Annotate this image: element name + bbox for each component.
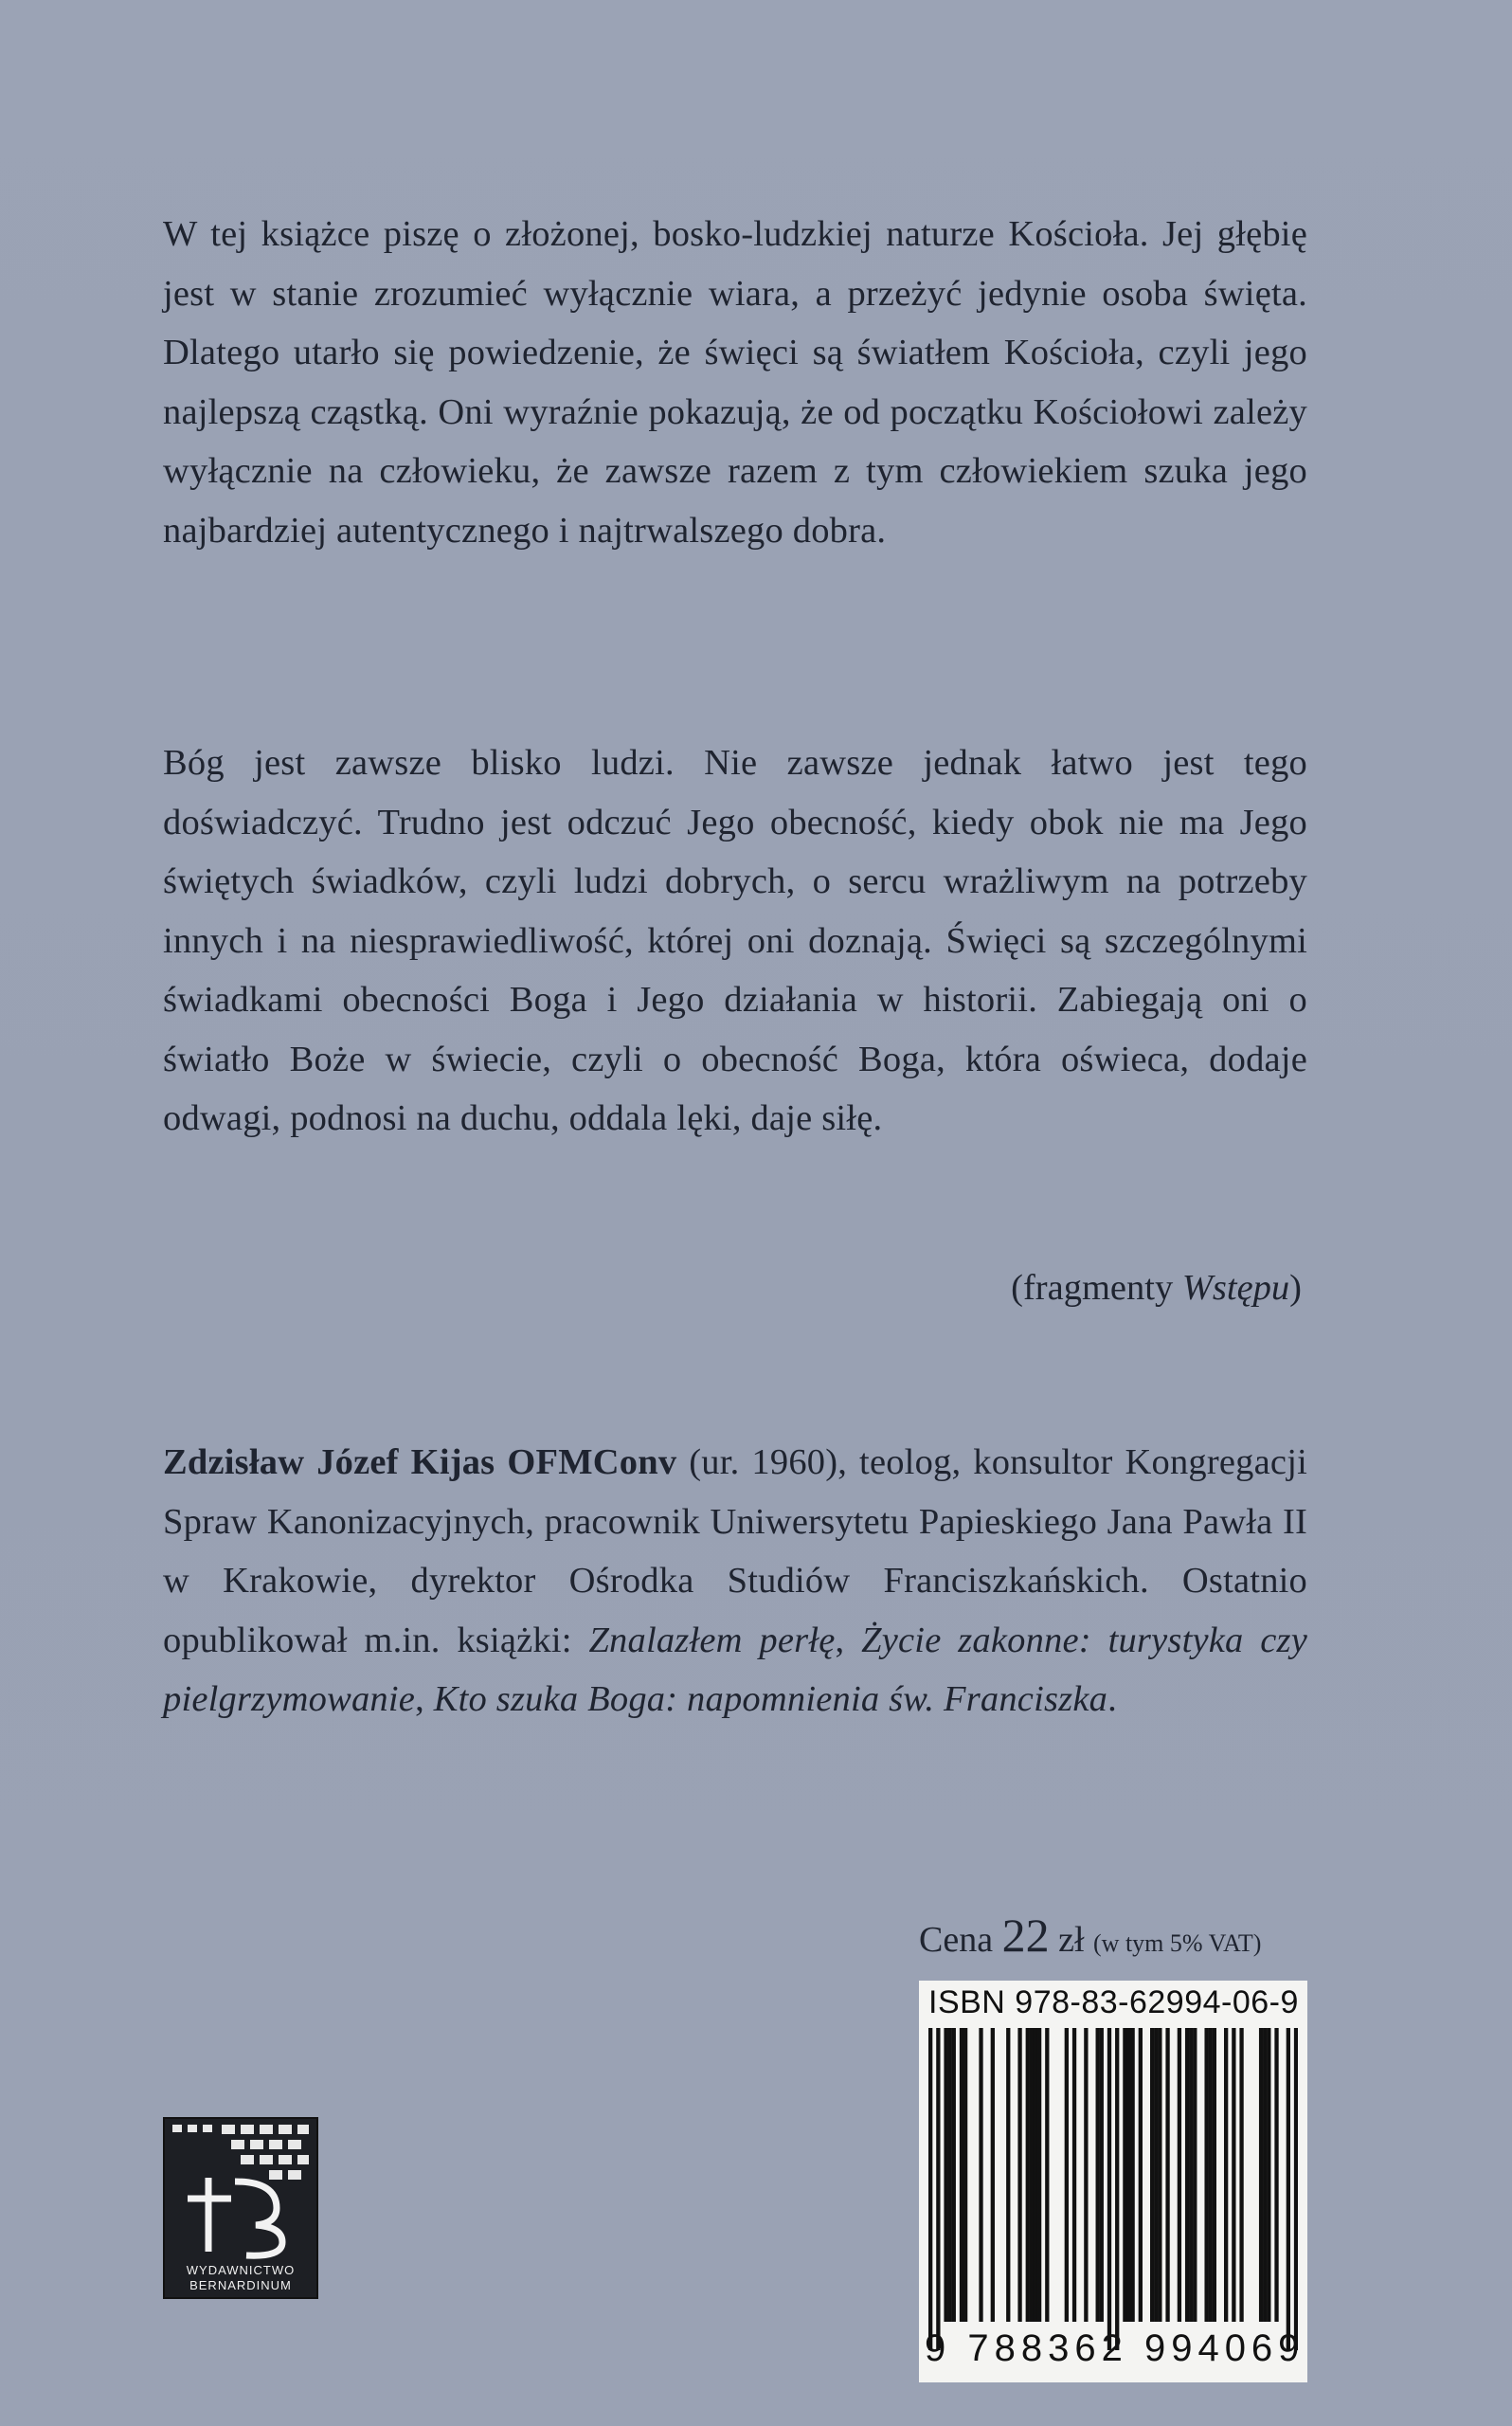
isbn-barcode (919, 1981, 1307, 2382)
barcode-bar (1006, 2028, 1010, 2322)
barcode-bar (1259, 2028, 1263, 2322)
barcode-bar (1232, 2028, 1235, 2322)
isbn-text: ISBN 978-83-62994-06-9 (928, 1984, 1299, 2020)
author-bio-end: . (1107, 1679, 1117, 1719)
barcode-bar (963, 2028, 967, 2322)
author-bio-text (163, 1433, 1307, 1729)
barcode-bar (1267, 2028, 1270, 2322)
intro-paragraph-2-text: Bóg jest zawsze blisko ludzi. Nie zawsze jednak łatwo jest tego doświadczyć. Trudno jest odczuć Jego obecność, kiedy obok nie ma Jego świętych świadków, czyli ludzi dobrych, o sercu wrażliwym na potrzeby innych i na niesprawiedliwość, której oni doznają. Święci są szczególnymi świadkami obecności Boga i Jego działania w historii. Zabiegają oni o światło Boże w świecie, czyli o obecność Boga, która oświeca, dodaje odwagi, podnosi na duchu, oddala lęki, daje siłę. (163, 743, 1307, 1138)
barcode-bar (1154, 2028, 1158, 2322)
barcode-bar (1084, 2028, 1088, 2322)
barcode-bar (1030, 2028, 1034, 2322)
book-title-1: Znalazłem perłę (588, 1620, 836, 1660)
barcode-bar (948, 2028, 952, 2322)
barcode-bar (936, 2028, 940, 2350)
barcode-bar (1158, 2028, 1161, 2322)
barcode-bar (1123, 2028, 1126, 2322)
barcode-bar (952, 2028, 956, 2322)
barcode-bar (1017, 2028, 1021, 2322)
price-amount: 22 (1001, 1909, 1050, 1962)
barcode-bar (1189, 2028, 1193, 2322)
barcode-bar (1126, 2028, 1130, 2322)
barcode-bar (1072, 2028, 1076, 2322)
barcode-bar (1100, 2028, 1104, 2322)
barcode-bar (991, 2028, 995, 2322)
intro-paragraph-1 (163, 205, 1307, 560)
barcode-bar (1150, 2028, 1154, 2322)
author-bio (163, 1433, 1307, 1729)
barcode-bar (1096, 2028, 1100, 2322)
barcode-bar (1130, 2028, 1134, 2322)
barcode-bar (944, 2028, 947, 2322)
author-bio-body: (ur. 1960), teolog, konsultor Kongregacji Spraw Kanonizacyjnych, pracownik Uniwersytetu Papieskiego Jana Pawła II w Krakowie, dyrektor Ośrodka Studiów Franciszkańskich. Ostatnio opublikował m.in. książki: (163, 1442, 1307, 1660)
intro-paragraph-1-text: W tej książce piszę o złożonej, bosko-ludzkiej naturze Kościoła. Jej głębię jest w stanie zrozumieć wyłącznie wiara, a przeżyć jedynie osoba święta. Dlatego utarło się powiedzenie, że święci są światłem Kościoła, czyli jego najlepszą cząstką. Oni wyraźnie pokazują, że od początku Kościołowi zależy wyłącznie na człowieku, że zawsze razem z tym człowiekiem szuka jego najbardziej autentycznego i najtrwalszego dobra. (163, 214, 1307, 551)
barcode-bar (1185, 2028, 1189, 2322)
publisher-emblem-icon (165, 2119, 316, 2261)
source-title: Wstępu (1181, 1268, 1290, 1308)
barcode-bar (1239, 2028, 1243, 2322)
barcode-bar (1178, 2028, 1181, 2322)
intro-paragraph-2 (163, 733, 1307, 1149)
barcode-bar (1065, 2028, 1069, 2322)
source-note (1011, 1258, 1302, 1317)
barcode-bars (928, 2028, 1298, 2350)
barcode-bar (1037, 2028, 1041, 2322)
barcode-bar (1213, 2028, 1216, 2322)
barcode-bar (1193, 2028, 1197, 2322)
barcode-bar (928, 2028, 932, 2350)
publisher-name-line-1: WYDAWNICTWO (186, 2263, 296, 2277)
book-separator-1: , (835, 1620, 862, 1660)
barcode-bar (1115, 2028, 1119, 2350)
book-title-3: Kto szuka Boga: napomnienia św. Franciszka (433, 1679, 1108, 1719)
publisher-name-line-2: BERNARDINUM (189, 2278, 292, 2292)
barcode-bar (1045, 2028, 1049, 2322)
publisher-logo (163, 2117, 318, 2299)
barcode-bar (1107, 2028, 1111, 2350)
barcode-bar (1294, 2028, 1298, 2350)
source-suffix: ) (1289, 1268, 1302, 1308)
price-currency: zł (1049, 1920, 1094, 1960)
barcode-bar (1165, 2028, 1169, 2322)
source-prefix: (fragmenty (1011, 1268, 1182, 1308)
price-label: Cena (919, 1920, 1002, 1960)
barcode-bar (1263, 2028, 1267, 2322)
ean-digits: 9 788362 994069 (925, 2327, 1305, 2369)
barcode-bar (1204, 2028, 1208, 2322)
price-vat-note: (w tym 5% VAT) (1093, 1929, 1262, 1957)
barcode-bar (1139, 2028, 1143, 2322)
book-separator-2: , (415, 1679, 434, 1719)
barcode-bar (1287, 2028, 1290, 2350)
barcode-bar (1274, 2028, 1278, 2322)
barcode-bar (1034, 2028, 1037, 2322)
author-name: Zdzisław Józef Kijas OFMConv (163, 1442, 677, 1482)
barcode-bar (960, 2028, 963, 2322)
barcode-bar (1209, 2028, 1213, 2322)
barcode-bar (1026, 2028, 1030, 2322)
barcode-bar (1224, 2028, 1228, 2322)
barcode-bar (979, 2028, 982, 2322)
price-line (919, 1909, 1307, 1970)
book-title-2: Życie zakonne: turystyka czy pielgrzymowanie (163, 1620, 1307, 1719)
